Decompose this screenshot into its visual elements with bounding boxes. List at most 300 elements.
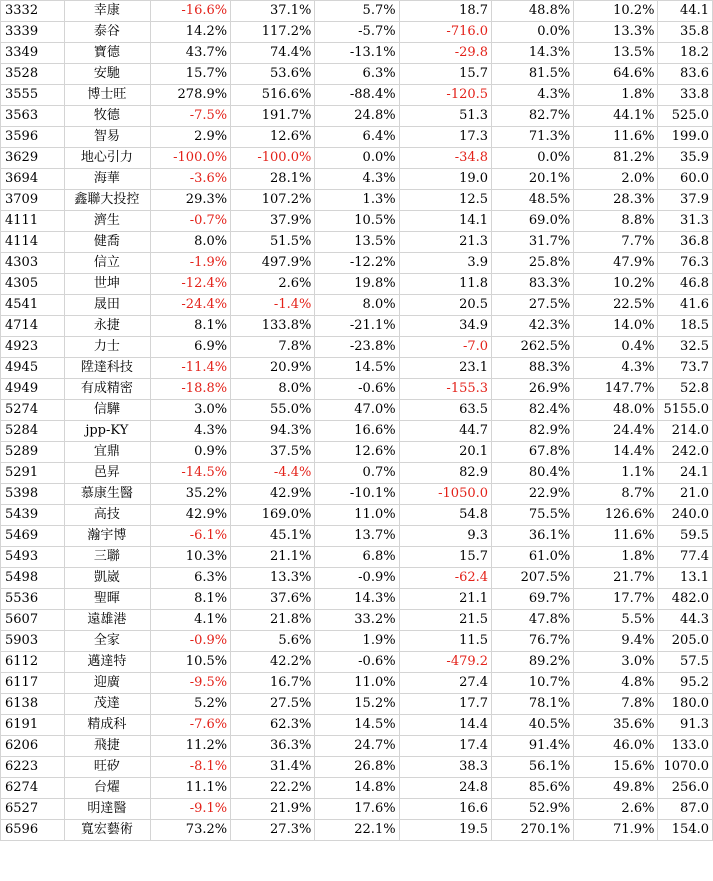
stock-code-cell: 3694	[1, 169, 65, 190]
stock-code-cell: 3555	[1, 85, 65, 106]
metric-1-cell: -0.7%	[150, 211, 230, 232]
metric-2-cell: 55.0%	[231, 400, 315, 421]
metric-3-cell: 11.0%	[315, 673, 399, 694]
table-row	[1, 148, 713, 169]
metric-7-cell: 31.3	[658, 211, 713, 232]
stock-name-cell: 海華	[64, 169, 150, 190]
metric-6-cell: 147.7%	[574, 379, 658, 400]
metric-5-cell: 22.9%	[492, 484, 574, 505]
metric-3-cell: -5.7%	[315, 22, 399, 43]
metric-2-cell: 36.3%	[231, 736, 315, 757]
metric-4-cell: 20.5	[399, 295, 491, 316]
metric-4-cell: 9.3	[399, 526, 491, 547]
metric-3-cell: 13.5%	[315, 232, 399, 253]
metric-2-cell: 45.1%	[231, 526, 315, 547]
metric-3-cell: 0.0%	[315, 148, 399, 169]
metric-3-cell: -0.6%	[315, 379, 399, 400]
metric-1-cell: -6.1%	[150, 526, 230, 547]
stock-code-cell: 5493	[1, 547, 65, 568]
metric-6-cell: 24.4%	[574, 421, 658, 442]
table-row	[1, 757, 713, 778]
metric-2-cell: 37.5%	[231, 442, 315, 463]
metric-2-cell: 8.0%	[231, 379, 315, 400]
metric-7-cell: 214.0	[658, 421, 713, 442]
stock-code-cell: 5398	[1, 484, 65, 505]
table-row	[1, 799, 713, 820]
metric-7-cell: 154.0	[658, 820, 713, 841]
stock-name-cell: 聖暉	[64, 589, 150, 610]
stock-name-cell: 力士	[64, 337, 150, 358]
metric-2-cell: 16.7%	[231, 673, 315, 694]
metric-3-cell: 13.7%	[315, 526, 399, 547]
metric-6-cell: 8.8%	[574, 211, 658, 232]
metric-2-cell: 12.6%	[231, 127, 315, 148]
stock-name-cell: 三聯	[64, 547, 150, 568]
table-row	[1, 568, 713, 589]
metric-1-cell: 3.0%	[150, 400, 230, 421]
metric-6-cell: 2.0%	[574, 169, 658, 190]
metric-3-cell: 4.3%	[315, 169, 399, 190]
metric-3-cell: 33.2%	[315, 610, 399, 631]
metric-4-cell: 11.5	[399, 631, 491, 652]
stock-name-cell: 世坤	[64, 274, 150, 295]
metric-4-cell: 27.4	[399, 673, 491, 694]
metric-5-cell: 76.7%	[492, 631, 574, 652]
metric-2-cell: 37.6%	[231, 589, 315, 610]
metric-5-cell: 69.7%	[492, 589, 574, 610]
stock-name-cell: 台燿	[64, 778, 150, 799]
metric-6-cell: 22.5%	[574, 295, 658, 316]
metric-6-cell: 81.2%	[574, 148, 658, 169]
metric-3-cell: -0.6%	[315, 652, 399, 673]
metric-6-cell: 1.8%	[574, 547, 658, 568]
metric-7-cell: 44.1	[658, 1, 713, 22]
table-row	[1, 463, 713, 484]
metric-7-cell: 87.0	[658, 799, 713, 820]
stock-code-cell: 4714	[1, 316, 65, 337]
metric-4-cell: 14.1	[399, 211, 491, 232]
metric-4-cell: 16.6	[399, 799, 491, 820]
metric-7-cell: 240.0	[658, 505, 713, 526]
stock-name-cell: 濟生	[64, 211, 150, 232]
metric-4-cell: 21.5	[399, 610, 491, 631]
table-body	[1, 1, 713, 841]
metric-4-cell: 17.7	[399, 694, 491, 715]
stock-name-cell: 迎廣	[64, 673, 150, 694]
metric-5-cell: 89.2%	[492, 652, 574, 673]
metric-4-cell: 82.9	[399, 463, 491, 484]
metric-4-cell: -7.0	[399, 337, 491, 358]
metric-4-cell: 17.3	[399, 127, 491, 148]
metric-5-cell: 47.8%	[492, 610, 574, 631]
table-row	[1, 547, 713, 568]
stock-code-cell: 4303	[1, 253, 65, 274]
metric-5-cell: 14.3%	[492, 43, 574, 64]
stock-name-cell: 安馳	[64, 64, 150, 85]
table-row	[1, 589, 713, 610]
metric-3-cell: 6.4%	[315, 127, 399, 148]
metric-2-cell: 21.1%	[231, 547, 315, 568]
metric-2-cell: 53.6%	[231, 64, 315, 85]
metric-3-cell: 0.7%	[315, 463, 399, 484]
table-row	[1, 505, 713, 526]
metric-5-cell: 0.0%	[492, 22, 574, 43]
stock-name-cell: 寶德	[64, 43, 150, 64]
stock-code-cell: 5607	[1, 610, 65, 631]
metric-4-cell: 54.8	[399, 505, 491, 526]
stock-code-cell: 5439	[1, 505, 65, 526]
metric-3-cell: 6.3%	[315, 64, 399, 85]
metric-4-cell: 18.7	[399, 1, 491, 22]
metric-6-cell: 5.5%	[574, 610, 658, 631]
metric-1-cell: 43.7%	[150, 43, 230, 64]
metric-2-cell: 22.2%	[231, 778, 315, 799]
metric-1-cell: 4.1%	[150, 610, 230, 631]
metric-4-cell: 15.7	[399, 547, 491, 568]
metric-1-cell: -1.9%	[150, 253, 230, 274]
stock-name-cell: 信驊	[64, 400, 150, 421]
stock-name-cell: 寬宏藝術	[64, 820, 150, 841]
metric-1-cell: -14.5%	[150, 463, 230, 484]
metric-1-cell: 15.7%	[150, 64, 230, 85]
metric-6-cell: 64.6%	[574, 64, 658, 85]
metric-3-cell: 11.0%	[315, 505, 399, 526]
metric-4-cell: 63.5	[399, 400, 491, 421]
metric-1-cell: -11.4%	[150, 358, 230, 379]
metric-1-cell: -3.6%	[150, 169, 230, 190]
metric-4-cell: -29.8	[399, 43, 491, 64]
metric-3-cell: -0.9%	[315, 568, 399, 589]
metric-5-cell: 31.7%	[492, 232, 574, 253]
metric-6-cell: 2.6%	[574, 799, 658, 820]
stock-code-cell: 3349	[1, 43, 65, 64]
stock-name-cell: 茂達	[64, 694, 150, 715]
metric-2-cell: 497.9%	[231, 253, 315, 274]
stock-code-cell: 5536	[1, 589, 65, 610]
metric-3-cell: 14.5%	[315, 715, 399, 736]
stock-name-cell: 智易	[64, 127, 150, 148]
metric-7-cell: 41.6	[658, 295, 713, 316]
stock-code-cell: 3528	[1, 64, 65, 85]
metric-3-cell: 17.6%	[315, 799, 399, 820]
metric-3-cell: 22.1%	[315, 820, 399, 841]
metric-1-cell: 29.3%	[150, 190, 230, 211]
metric-5-cell: 4.3%	[492, 85, 574, 106]
table-row	[1, 778, 713, 799]
stock-name-cell: 明達醫	[64, 799, 150, 820]
metric-1-cell: -8.1%	[150, 757, 230, 778]
metric-5-cell: 78.1%	[492, 694, 574, 715]
metric-1-cell: -18.8%	[150, 379, 230, 400]
metric-7-cell: 199.0	[658, 127, 713, 148]
metric-1-cell: 4.3%	[150, 421, 230, 442]
stock-code-cell: 4945	[1, 358, 65, 379]
stock-code-cell: 6206	[1, 736, 65, 757]
metric-1-cell: -7.6%	[150, 715, 230, 736]
metric-3-cell: 24.7%	[315, 736, 399, 757]
table-row	[1, 526, 713, 547]
metric-6-cell: 46.0%	[574, 736, 658, 757]
stock-name-cell: 地心引力	[64, 148, 150, 169]
metric-6-cell: 11.6%	[574, 127, 658, 148]
metric-6-cell: 14.4%	[574, 442, 658, 463]
metric-6-cell: 9.4%	[574, 631, 658, 652]
metric-6-cell: 44.1%	[574, 106, 658, 127]
metric-1-cell: 42.9%	[150, 505, 230, 526]
metric-4-cell: 12.5	[399, 190, 491, 211]
metric-6-cell: 4.3%	[574, 358, 658, 379]
metric-3-cell: 8.0%	[315, 295, 399, 316]
metric-4-cell: 38.3	[399, 757, 491, 778]
stock-name-cell: 飛捷	[64, 736, 150, 757]
metric-2-cell: 133.8%	[231, 316, 315, 337]
stock-code-cell: 4541	[1, 295, 65, 316]
metric-7-cell: 36.8	[658, 232, 713, 253]
metric-7-cell: 76.3	[658, 253, 713, 274]
stock-code-cell: 3596	[1, 127, 65, 148]
metric-2-cell: 31.4%	[231, 757, 315, 778]
metric-7-cell: 242.0	[658, 442, 713, 463]
metric-6-cell: 14.0%	[574, 316, 658, 337]
metric-2-cell: 27.3%	[231, 820, 315, 841]
metric-7-cell: 133.0	[658, 736, 713, 757]
metric-1-cell: -7.5%	[150, 106, 230, 127]
metric-2-cell: 13.3%	[231, 568, 315, 589]
table-row	[1, 400, 713, 421]
stock-code-cell: 6117	[1, 673, 65, 694]
metric-7-cell: 46.8	[658, 274, 713, 295]
metric-7-cell: 77.4	[658, 547, 713, 568]
metric-5-cell: 85.6%	[492, 778, 574, 799]
metric-4-cell: 44.7	[399, 421, 491, 442]
metric-6-cell: 126.6%	[574, 505, 658, 526]
table-row	[1, 43, 713, 64]
metric-1-cell: 14.2%	[150, 22, 230, 43]
metric-7-cell: 180.0	[658, 694, 713, 715]
metric-4-cell: 19.5	[399, 820, 491, 841]
metric-5-cell: 26.9%	[492, 379, 574, 400]
metric-3-cell: 19.8%	[315, 274, 399, 295]
table-row	[1, 484, 713, 505]
metric-7-cell: 1070.0	[658, 757, 713, 778]
metric-5-cell: 61.0%	[492, 547, 574, 568]
metric-5-cell: 27.5%	[492, 295, 574, 316]
stock-code-cell: 4114	[1, 232, 65, 253]
metric-7-cell: 32.5	[658, 337, 713, 358]
metric-5-cell: 36.1%	[492, 526, 574, 547]
metric-5-cell: 207.5%	[492, 568, 574, 589]
metric-6-cell: 1.8%	[574, 85, 658, 106]
metric-1-cell: 0.9%	[150, 442, 230, 463]
metric-7-cell: 52.8	[658, 379, 713, 400]
metric-7-cell: 205.0	[658, 631, 713, 652]
metric-2-cell: -4.4%	[231, 463, 315, 484]
metric-4-cell: 24.8	[399, 778, 491, 799]
metric-5-cell: 88.3%	[492, 358, 574, 379]
metric-1-cell: 2.9%	[150, 127, 230, 148]
metric-3-cell: 14.3%	[315, 589, 399, 610]
table-row	[1, 169, 713, 190]
metric-7-cell: 21.0	[658, 484, 713, 505]
metric-5-cell: 82.4%	[492, 400, 574, 421]
metric-3-cell: -10.1%	[315, 484, 399, 505]
stock-name-cell: 泰谷	[64, 22, 150, 43]
stock-name-cell: 邑昇	[64, 463, 150, 484]
table-row	[1, 631, 713, 652]
metric-3-cell: -12.2%	[315, 253, 399, 274]
table-row	[1, 694, 713, 715]
metric-5-cell: 52.9%	[492, 799, 574, 820]
metric-1-cell: 35.2%	[150, 484, 230, 505]
metric-3-cell: 1.9%	[315, 631, 399, 652]
metric-6-cell: 0.4%	[574, 337, 658, 358]
metric-4-cell: -716.0	[399, 22, 491, 43]
table-row	[1, 211, 713, 232]
metric-4-cell: 17.4	[399, 736, 491, 757]
metric-5-cell: 75.5%	[492, 505, 574, 526]
metric-5-cell: 42.3%	[492, 316, 574, 337]
metric-6-cell: 7.7%	[574, 232, 658, 253]
metric-1-cell: 6.3%	[150, 568, 230, 589]
stock-code-cell: 4923	[1, 337, 65, 358]
metric-1-cell: 11.1%	[150, 778, 230, 799]
table-row	[1, 673, 713, 694]
metric-6-cell: 47.9%	[574, 253, 658, 274]
stock-name-cell: 邁達特	[64, 652, 150, 673]
metric-3-cell: -21.1%	[315, 316, 399, 337]
metric-7-cell: 482.0	[658, 589, 713, 610]
metric-7-cell: 35.9	[658, 148, 713, 169]
metric-7-cell: 33.8	[658, 85, 713, 106]
metric-4-cell: 3.9	[399, 253, 491, 274]
stock-name-cell: jpp-KY	[64, 421, 150, 442]
stock-code-cell: 3339	[1, 22, 65, 43]
metric-7-cell: 525.0	[658, 106, 713, 127]
stock-code-cell: 5291	[1, 463, 65, 484]
metric-5-cell: 48.5%	[492, 190, 574, 211]
metric-3-cell: -13.1%	[315, 43, 399, 64]
metric-4-cell: -479.2	[399, 652, 491, 673]
metric-2-cell: 169.0%	[231, 505, 315, 526]
stock-code-cell: 6527	[1, 799, 65, 820]
stock-code-cell: 4949	[1, 379, 65, 400]
metric-2-cell: -1.4%	[231, 295, 315, 316]
metric-7-cell: 73.7	[658, 358, 713, 379]
metric-2-cell: 28.1%	[231, 169, 315, 190]
metric-2-cell: 2.6%	[231, 274, 315, 295]
metric-1-cell: -100.0%	[150, 148, 230, 169]
metric-3-cell: 16.6%	[315, 421, 399, 442]
metric-4-cell: 20.1	[399, 442, 491, 463]
table-row	[1, 421, 713, 442]
table-row	[1, 610, 713, 631]
metric-1-cell: -9.5%	[150, 673, 230, 694]
table-row	[1, 85, 713, 106]
metric-5-cell: 262.5%	[492, 337, 574, 358]
metric-4-cell: -155.3	[399, 379, 491, 400]
metric-5-cell: 91.4%	[492, 736, 574, 757]
stock-name-cell: 永捷	[64, 316, 150, 337]
stock-code-cell: 5274	[1, 400, 65, 421]
metric-1-cell: 11.2%	[150, 736, 230, 757]
stock-code-cell: 6274	[1, 778, 65, 799]
stock-code-cell: 4305	[1, 274, 65, 295]
metric-5-cell: 71.3%	[492, 127, 574, 148]
metric-6-cell: 49.8%	[574, 778, 658, 799]
metric-2-cell: -100.0%	[231, 148, 315, 169]
metric-7-cell: 256.0	[658, 778, 713, 799]
metric-5-cell: 10.7%	[492, 673, 574, 694]
table-row	[1, 295, 713, 316]
metric-6-cell: 15.6%	[574, 757, 658, 778]
table-row	[1, 337, 713, 358]
metric-5-cell: 80.4%	[492, 463, 574, 484]
metric-4-cell: -1050.0	[399, 484, 491, 505]
metric-5-cell: 270.1%	[492, 820, 574, 841]
stock-code-cell: 3629	[1, 148, 65, 169]
metric-5-cell: 0.0%	[492, 148, 574, 169]
metric-6-cell: 17.7%	[574, 589, 658, 610]
metric-7-cell: 13.1	[658, 568, 713, 589]
metric-1-cell: 6.9%	[150, 337, 230, 358]
metric-2-cell: 27.5%	[231, 694, 315, 715]
metric-2-cell: 94.3%	[231, 421, 315, 442]
stock-code-cell: 3709	[1, 190, 65, 211]
metric-2-cell: 21.9%	[231, 799, 315, 820]
table-row	[1, 64, 713, 85]
metric-4-cell: 23.1	[399, 358, 491, 379]
metric-6-cell: 71.9%	[574, 820, 658, 841]
metric-5-cell: 83.3%	[492, 274, 574, 295]
metric-1-cell: -24.4%	[150, 295, 230, 316]
stock-name-cell: 健喬	[64, 232, 150, 253]
metric-2-cell: 7.8%	[231, 337, 315, 358]
metric-4-cell: 21.1	[399, 589, 491, 610]
metric-6-cell: 13.3%	[574, 22, 658, 43]
metric-3-cell: 6.8%	[315, 547, 399, 568]
metric-2-cell: 516.6%	[231, 85, 315, 106]
metric-6-cell: 1.1%	[574, 463, 658, 484]
metric-3-cell: 26.8%	[315, 757, 399, 778]
metric-4-cell: 34.9	[399, 316, 491, 337]
metric-6-cell: 10.2%	[574, 1, 658, 22]
metric-1-cell: 8.1%	[150, 589, 230, 610]
table-row	[1, 22, 713, 43]
metric-2-cell: 117.2%	[231, 22, 315, 43]
metric-7-cell: 57.5	[658, 652, 713, 673]
metric-4-cell: 51.3	[399, 106, 491, 127]
metric-1-cell: 10.5%	[150, 652, 230, 673]
metric-4-cell: 21.3	[399, 232, 491, 253]
metric-3-cell: 47.0%	[315, 400, 399, 421]
stock-code-cell: 5289	[1, 442, 65, 463]
metric-1-cell: -0.9%	[150, 631, 230, 652]
metric-2-cell: 37.1%	[231, 1, 315, 22]
metric-2-cell: 191.7%	[231, 106, 315, 127]
metric-7-cell: 18.2	[658, 43, 713, 64]
metric-6-cell: 7.8%	[574, 694, 658, 715]
stock-code-cell: 6112	[1, 652, 65, 673]
metric-5-cell: 48.8%	[492, 1, 574, 22]
stock-name-cell: 全家	[64, 631, 150, 652]
table-row	[1, 127, 713, 148]
stock-name-cell: 凱崴	[64, 568, 150, 589]
stock-name-cell: 瀚宇博	[64, 526, 150, 547]
metric-3-cell: 15.2%	[315, 694, 399, 715]
metric-5-cell: 82.7%	[492, 106, 574, 127]
stock-code-cell: 6223	[1, 757, 65, 778]
metric-7-cell: 91.3	[658, 715, 713, 736]
